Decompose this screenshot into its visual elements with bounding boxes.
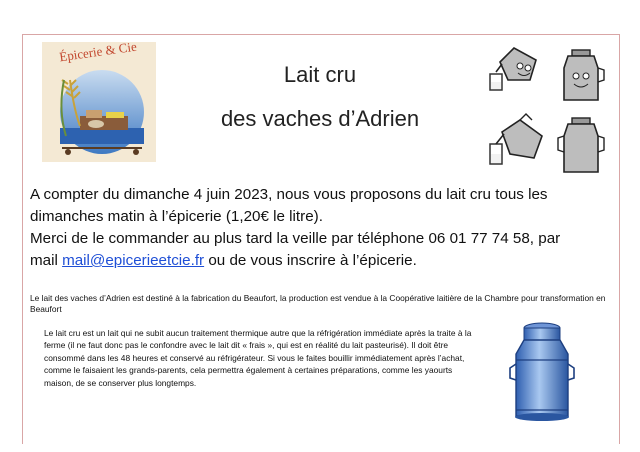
standing-can-icon [564, 50, 604, 100]
main-line-3: Merci de le commander au plus tard la veille par téléphone 06 01 77 74 58, par [30, 230, 561, 247]
blue-milk-can-icon [506, 320, 578, 424]
production-note: Le lait des vaches d’Adrien est destiné à la fabrication du Beaufort, la production est vendue à la Coopérative laitière de la Chambre pour transformation en Beaufort [30, 293, 606, 314]
main-line-1: A compter du dimanche 4 juin 2023, nous vous proposons du lait cru tous les [30, 186, 548, 203]
main-paragraph [30, 184, 620, 272]
standing-can-icon-2 [558, 118, 604, 172]
main-line-4-prefix: mail [30, 252, 63, 269]
main-line-4 [30, 250, 620, 272]
title-line-2: des vaches d’Adrien [220, 106, 420, 131]
email-link[interactable]: mail@epicerieetcie.fr [62, 252, 205, 269]
title-line-1: Lait cru [283, 62, 357, 87]
raw-milk-info: Le lait cru est un lait qui ne subit aucun traitement thermique autre que la réfrigération immédiate après la traite à la ferme (il ne faut donc pas le confondre avec le lait dit « frais », qui est en réalité du lait pasteurisé). Il doit être consommé dans les 48 heures et conservé au réfrigérateur. Si vous le faites bouillir immédiatement après l’achat, comme le faisaient les grands-parents, cela permettra également à certaines préparations, comme les yaourts maison, de se conserver plus longtemps. [44, 328, 472, 388]
logo-text: Épicerie & Cie [58, 38, 138, 65]
pouring-can-icon [490, 48, 536, 90]
main-line-4-suffix: ou de vous inscrire à l’épicerie. [204, 252, 417, 269]
milk-cans-clipart [486, 40, 614, 178]
main-line-2: dimanches matin à l’épicerie (1,20€ le litre). [30, 208, 323, 225]
pouring-can-icon-2 [490, 114, 542, 164]
